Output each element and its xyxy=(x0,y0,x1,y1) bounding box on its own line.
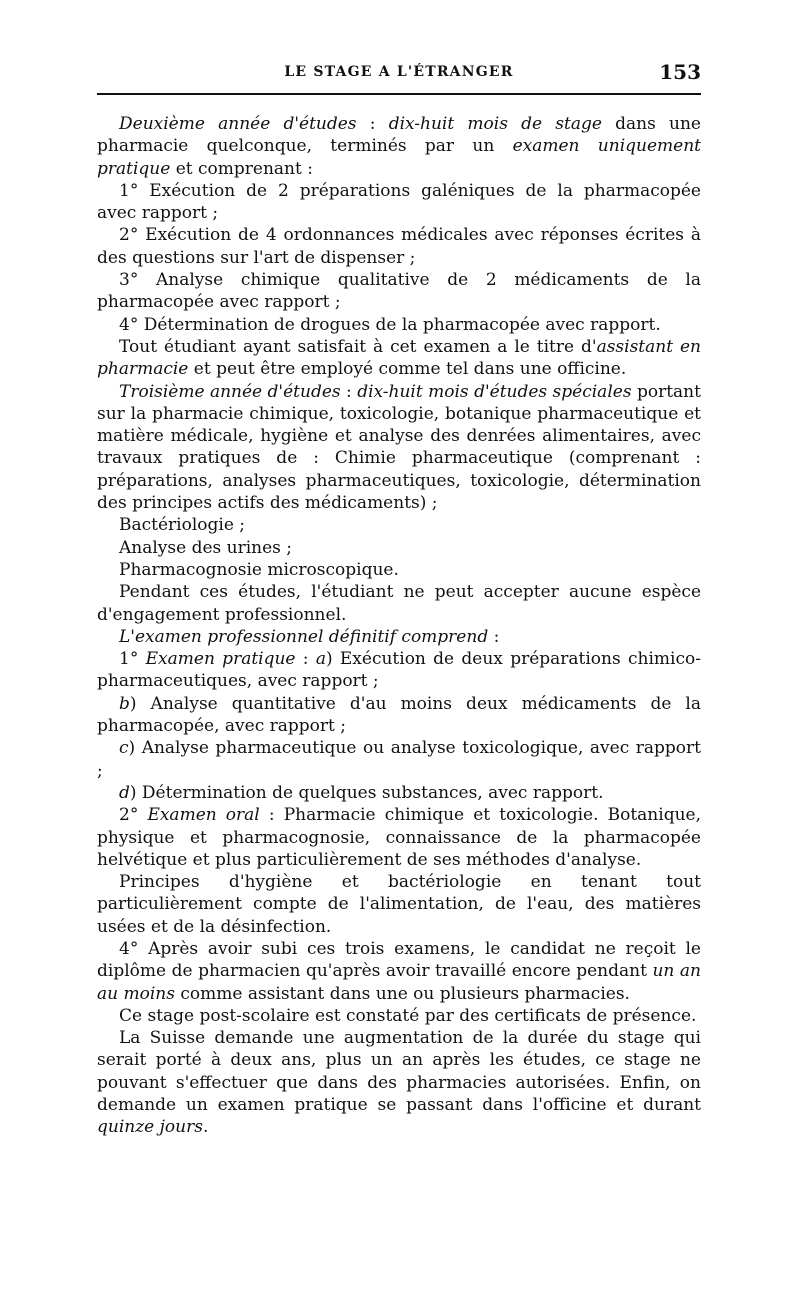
paragraph-assistant: Tout étudiant ayant satisfait à cet examen a le titre d'assistant en pharmacie et peut être employé comme tel dans une officine. xyxy=(97,336,701,380)
list-item: 1° Exécution de 2 préparations galéniques de la pharmacopée avec rapport ; xyxy=(97,180,701,224)
list-item: 1° Examen pratique : a) Exécution de deux préparations chimico-pharmaceutiques, avec rapport ; xyxy=(97,649,701,692)
paragraph-certificats: Ce stage post-scolaire est constaté par des certificats de présence. xyxy=(119,1005,697,1026)
running-title: LE STAGE A L'ÉTRANGER xyxy=(284,64,514,80)
paragraph-troisieme-annee: Troisième année d'études : dix-huit mois d'études spéciales portant sur la pharmacie chimique, toxicologie, botanique pharmaceutique et matière médicale, hygiène et analyse des denrées alimentaires, avec travaux pratiques de : Chimie pharmaceutique (comprenant : préparations, analyses pharmaceutiques, toxicologie, détermination des principes actifs des médicaments) ; xyxy=(97,381,701,514)
list-item: d) Détermination de quelques substances, avec rapport. xyxy=(119,782,604,803)
list-item: Bactériologie ; xyxy=(119,515,246,536)
page-header xyxy=(97,60,701,90)
list-item: Pharmacognosie microscopique. xyxy=(119,559,399,580)
list-item: 3° Analyse chimique qualitative de 2 médicaments de la pharmacopée avec rapport ; xyxy=(97,270,701,313)
list-item: Analyse des urines ; xyxy=(119,537,293,558)
list-item: 4° Après avoir subi ces trois examens, le candidat ne reçoit le diplôme de pharmacien qu'après avoir travaillé encore pendant un an au moins comme assistant dans une ou plusieurs pharmacies. xyxy=(97,938,702,1004)
list-item: 2° Exécution de 4 ordonnances médicales avec réponses écrites à des questions sur l'art de dispenser ; xyxy=(97,225,701,268)
list-item: 4° Détermination de drogues de la pharmacopée avec rapport. xyxy=(119,314,661,335)
page-body xyxy=(97,113,701,1139)
paragraph-engagement: Pendant ces études, l'étudiant ne peut accepter aucune espèce d'engagement professionnel. xyxy=(97,582,701,625)
paragraph-examen-definitif: L'examen professionnel définitif comprend : xyxy=(119,626,500,647)
list-item: c) Analyse pharmaceutique ou analyse toxicologique, avec rapport ; xyxy=(97,738,701,781)
paragraph-suisse: La Suisse demande une augmentation de la durée du stage qui serait porté à deux ans, plus un an après les études, ce stage ne pouvant s'effectuer que dans des pharmacies autorisées. Enfin, on demande un examen pratique se passant dans l'officine et durant quinze jours. xyxy=(97,1028,701,1138)
list-item: b) Analyse quantitative d'au moins deux médicaments de la pharmacopée, avec rapport ; xyxy=(97,693,701,737)
list-item: 2° Examen oral : Pharmacie chimique et toxicologie. Botanique, physique et pharmacognosie, connaissance de la pharmacopée helvétique et plus particulièrement de ses méthodes d'analyse. xyxy=(97,805,701,870)
header-rule xyxy=(97,93,701,95)
paragraph-hygiene: Principes d'hygiène et bactériologie en tenant tout particulièrement compte de l'alimentation, de l'eau, des matières usées et de la désinfection. xyxy=(97,872,701,937)
paragraph-deuxieme-annee: Deuxième année d'études : dix-huit mois de stage dans une pharmacie quelconque, terminés par un examen uniquement pratique et comprenant : xyxy=(97,114,701,179)
page-number: 153 xyxy=(659,60,701,84)
